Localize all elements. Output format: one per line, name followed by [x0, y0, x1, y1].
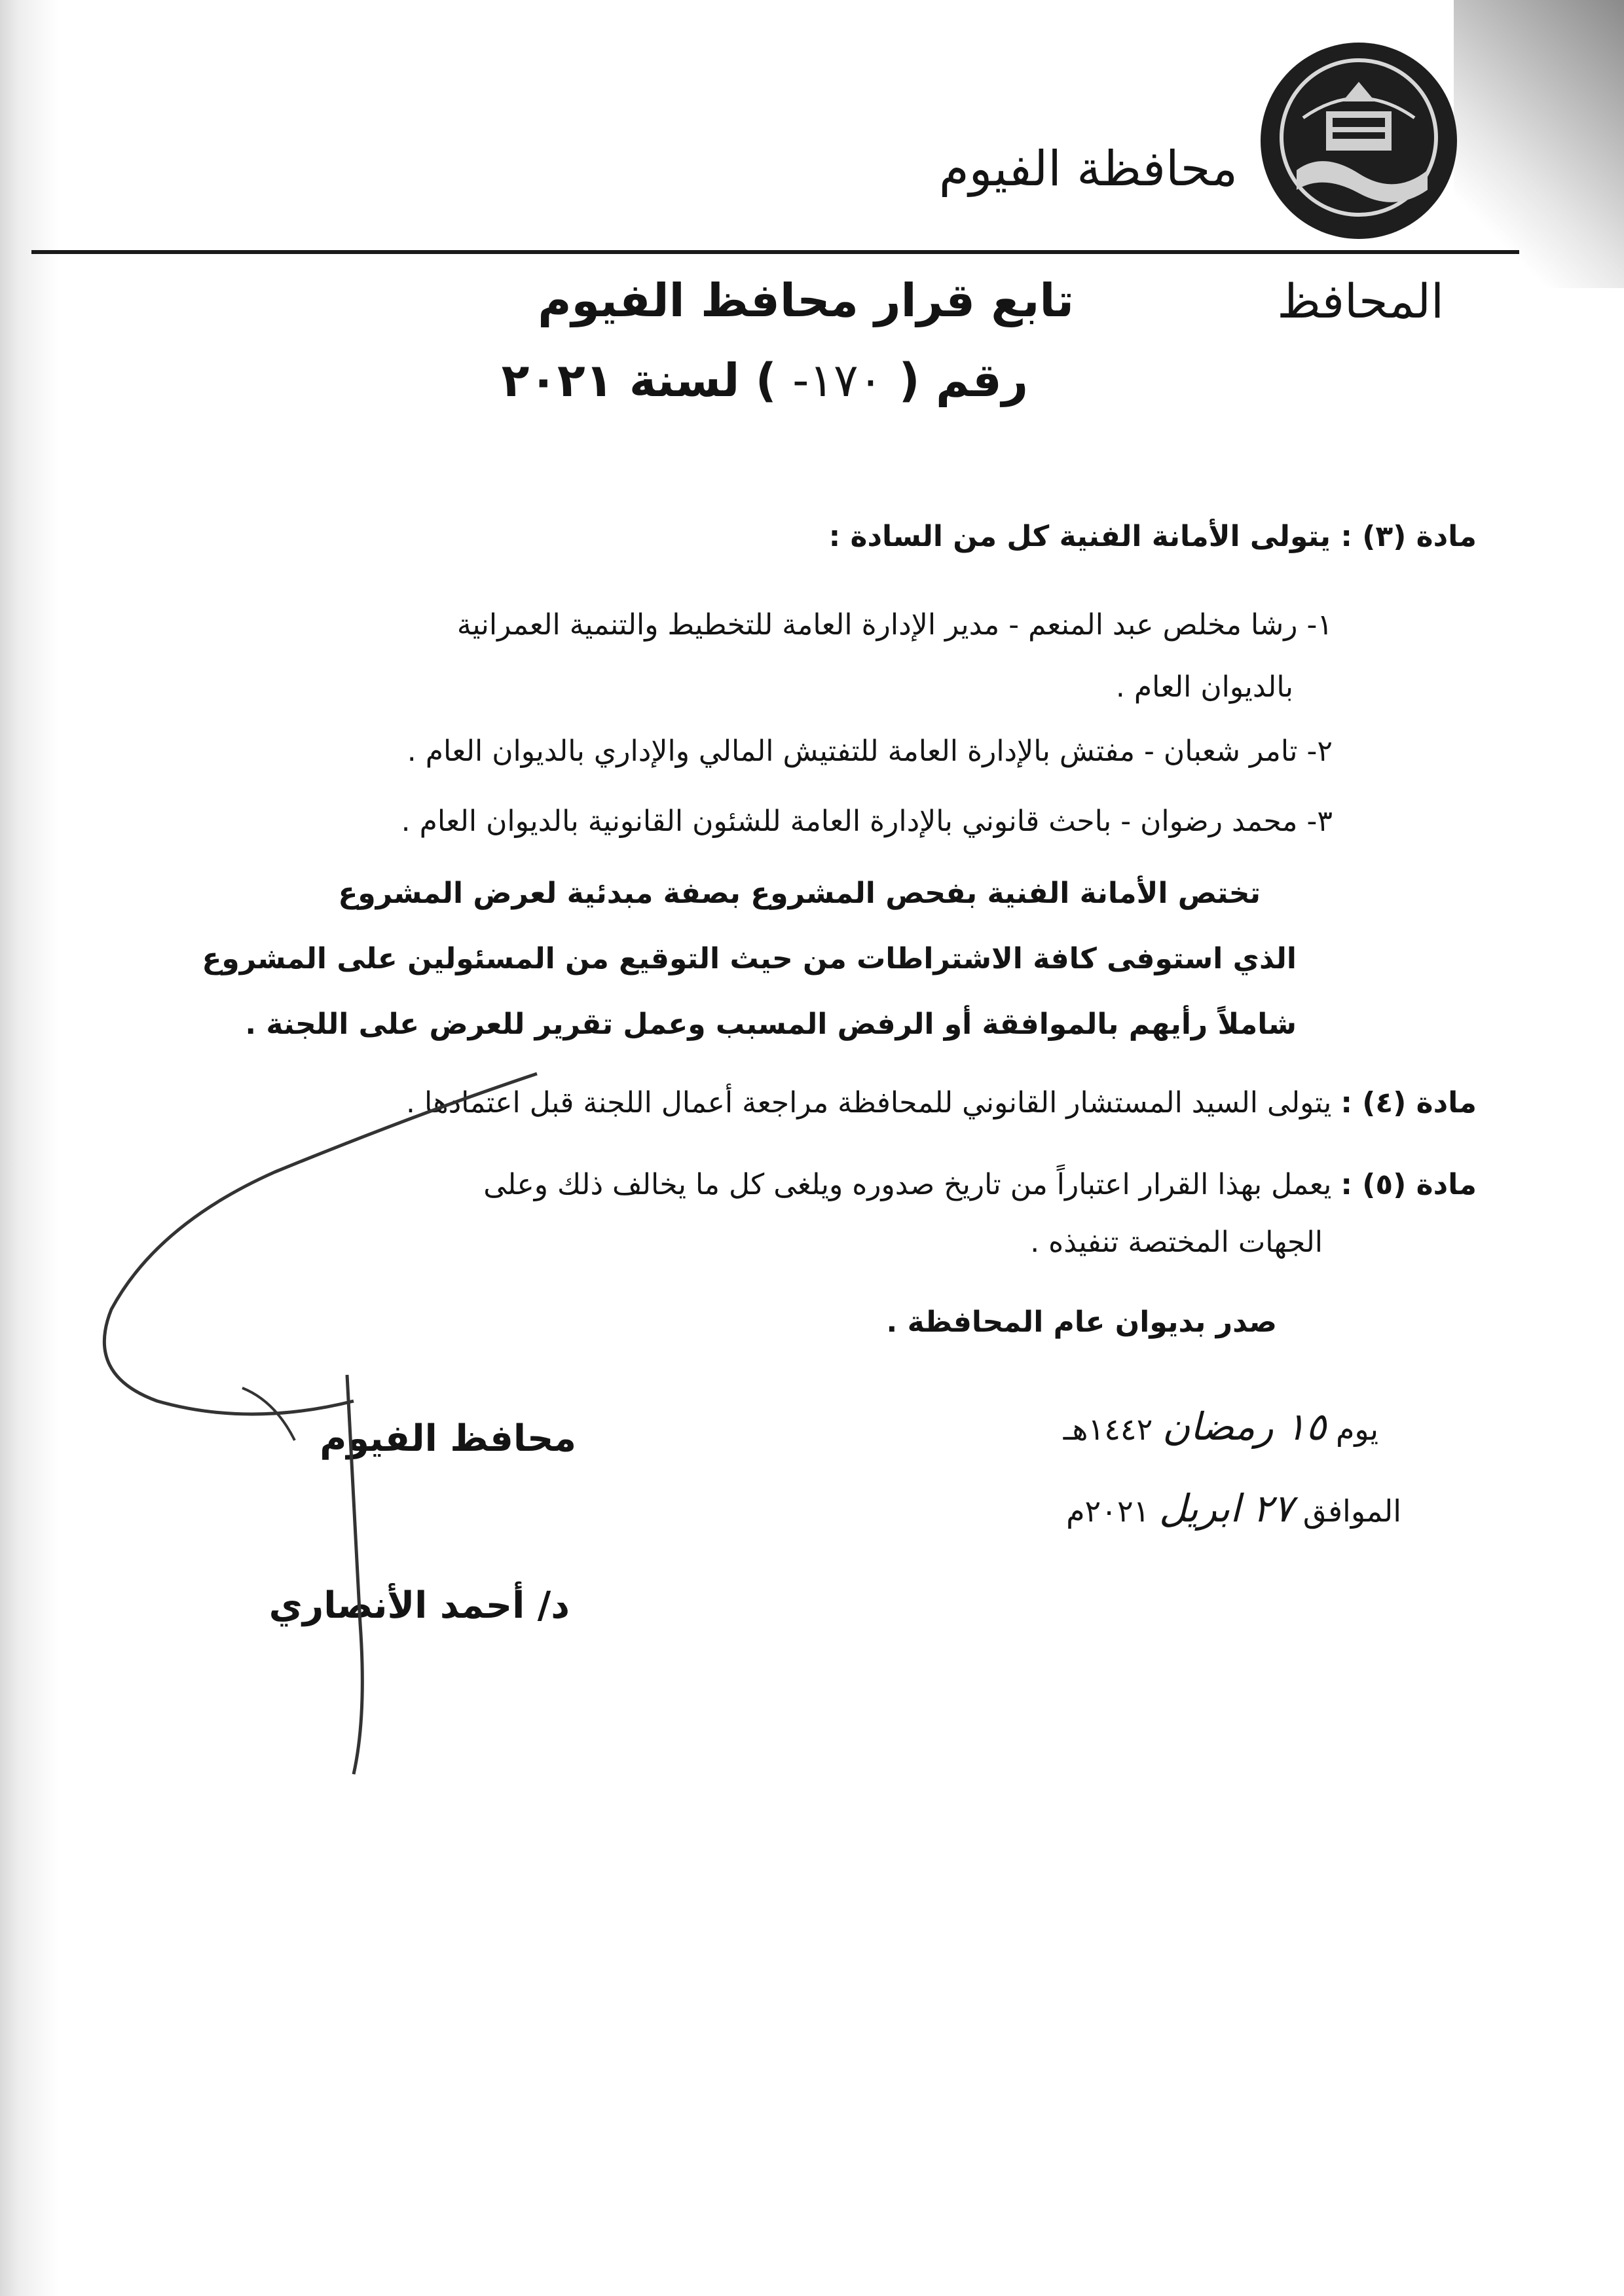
signatory-name: د/ أحمد الأنصاري: [268, 1584, 570, 1627]
article4-text: يتولى السيد المستشار القانوني للمحافظة مراجعة أعمال اللجنة قبل اعتمادها .: [406, 1086, 1332, 1120]
article4-label: مادة (٤) :: [1340, 1086, 1477, 1120]
decree-number: ١٧٠-: [792, 354, 883, 407]
member-3: ٣- محمد رضوان - باحث قانوني بالإدارة العامة للشئون القانونية بالديوان العام .: [401, 805, 1333, 838]
duties-line-2: الذي استوفى كافة الاشتراطات من حيث التوقيع من المسئولين على المشروع: [202, 942, 1297, 975]
article3-text: يتولى الأمانة الفنية كل من السادة :: [828, 520, 1331, 553]
scan-corner-shadow: [1454, 0, 1624, 288]
governorate-seal-icon: [1257, 39, 1460, 242]
handwritten-signature: [79, 1034, 864, 1787]
decree-number-suffix: ) لسنة ٢٠٢١: [501, 354, 777, 407]
gregorian-year: ٢٠٢١م: [1066, 1493, 1150, 1529]
member-1-line2: بالديوان العام .: [1115, 670, 1293, 704]
scan-edge-shadow: [0, 0, 59, 2296]
duties-line-3: شاملاً رأيهم بالموافقة أو الرفض المسبب وعمل تقرير للعرض على اللجنة .: [245, 1008, 1297, 1041]
hijri-prefix: يوم: [1335, 1412, 1378, 1447]
decree-number-line: [308, 354, 1028, 407]
duties-line-1: تختص الأمانة الفنية بفحص المشروع بصفة مبدئية لعرض المشروع: [338, 877, 1261, 910]
member-2: ٢- تامر شعبان - مفتش بالإدارة العامة للتفتيش المالي والإداري بالديوان العام .: [407, 735, 1333, 768]
signatory-title: محافظ الفيوم: [320, 1417, 576, 1460]
date-gregorian: [812, 1486, 1401, 1531]
governorate-name: محافظة الفيوم: [938, 141, 1238, 197]
article3-label: مادة (٣) :: [1340, 520, 1477, 553]
office-label: المحافظ: [1277, 274, 1444, 329]
decree-title: تابع قرار محافظ الفيوم: [538, 274, 1074, 327]
date-hijri: [789, 1404, 1378, 1449]
hijri-year: ١٤٤٢هـ: [1063, 1412, 1153, 1447]
article5-text: يعمل بهذا القرار اعتباراً من تاريخ صدوره ويلغى كل ما يخالف ذلك وعلى: [483, 1168, 1332, 1201]
article5-label: مادة (٥) :: [1340, 1168, 1477, 1201]
gregorian-handwritten: ٢٧ ابريل: [1159, 1486, 1294, 1531]
article5-line2: الجهات المختصة تنفيذه .: [1030, 1226, 1323, 1259]
issued-statement: صدر بديوان عام المحافظة .: [886, 1305, 1277, 1339]
header-rule: [31, 250, 1519, 254]
member-1-line1: ١- رشا مخلص عبد المنعم - مدير الإدارة العامة للتخطيط والتنمية العمرانية: [456, 608, 1333, 642]
hijri-handwritten: ١٥ رمضان: [1162, 1404, 1327, 1449]
article3-heading: [101, 517, 1477, 556]
decree-number-prefix: رقم (: [898, 354, 1028, 407]
gregorian-prefix: الموافق: [1302, 1493, 1401, 1529]
